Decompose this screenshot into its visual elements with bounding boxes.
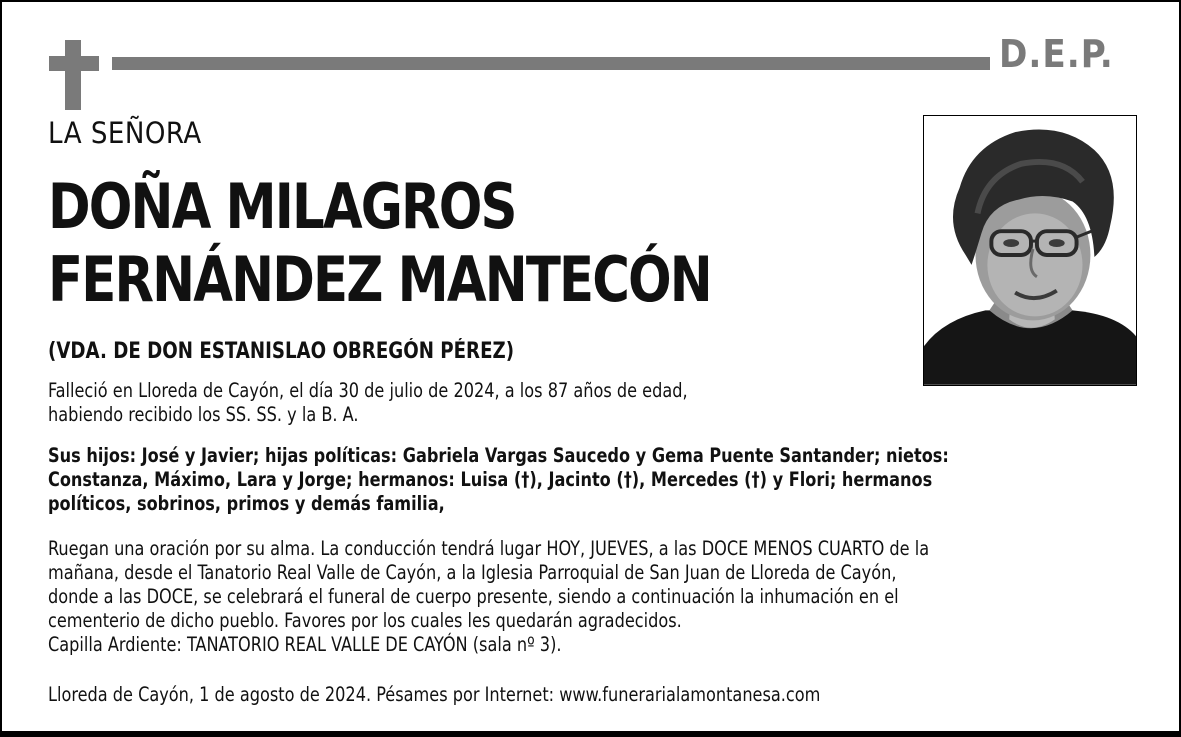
service-line: mañana, desde el Tanatorio Real Valle de Cayón, a la Iglesia Parroquial de San Juan de Lloreda de Cayón, [48, 561, 897, 584]
widow-of: (VDA. DE DON ESTANISLAO OBREGÓN PÉREZ) [48, 339, 515, 364]
family-list [48, 444, 949, 516]
family-line: Constanza, Máximo, Lara y Jorge; hermanos: Luisa (†), Jacinto (†), Mercedes (†) y Flori; hermanos [48, 468, 933, 491]
cross-vertical-bar [65, 40, 81, 110]
portrait-illustration [924, 116, 1136, 385]
dep-label: D.E.P. [999, 32, 1114, 76]
honorific-title: LA SEÑORA [48, 116, 202, 150]
service-details [48, 537, 929, 657]
cross-horizontal-bar [49, 56, 99, 71]
family-line: políticos, sobrinos, primos y demás familia, [48, 492, 445, 515]
family-line: Sus hijos: José y Javier; hijas políticas: Gabriela Vargas Saucedo y Gema Puente Santander; nietos: [48, 444, 949, 467]
name-line-2: FERNÁNDEZ MANTECÓN [48, 243, 711, 316]
death-notice-line: habiendo recibido los SS. SS. y la B. A. [48, 403, 359, 426]
portrait-photo [923, 115, 1137, 386]
service-line: donde a las DOCE, se celebrará el funeral de cuerpo presente, siendo a continuación la inhumación en el [48, 585, 899, 608]
header-rule [112, 57, 990, 70]
service-line: Capilla Ardiente: TANATORIO REAL VALLE DE CAYÓN (sala nº 3). [48, 633, 562, 656]
deceased-name [48, 170, 711, 316]
death-notice [48, 379, 688, 427]
death-notice-line: Falleció en Lloreda de Cayón, el día 30 de julio de 2024, a los 87 años de edad, [48, 379, 688, 402]
closing-line: Lloreda de Cayón, 1 de agosto de 2024. Pésames por Internet: www.funerarialamontanesa.com [48, 683, 821, 706]
service-line: Ruegan una oración por su alma. La conducción tendrá lugar HOY, JUEVES, a las DOCE MENOS CUARTO de la [48, 537, 930, 560]
name-line-1: DOÑA MILAGROS [48, 170, 516, 243]
service-line: cementerio de dicho pueblo. Favores por los cuales les quedarán agradecidos. [48, 609, 682, 632]
